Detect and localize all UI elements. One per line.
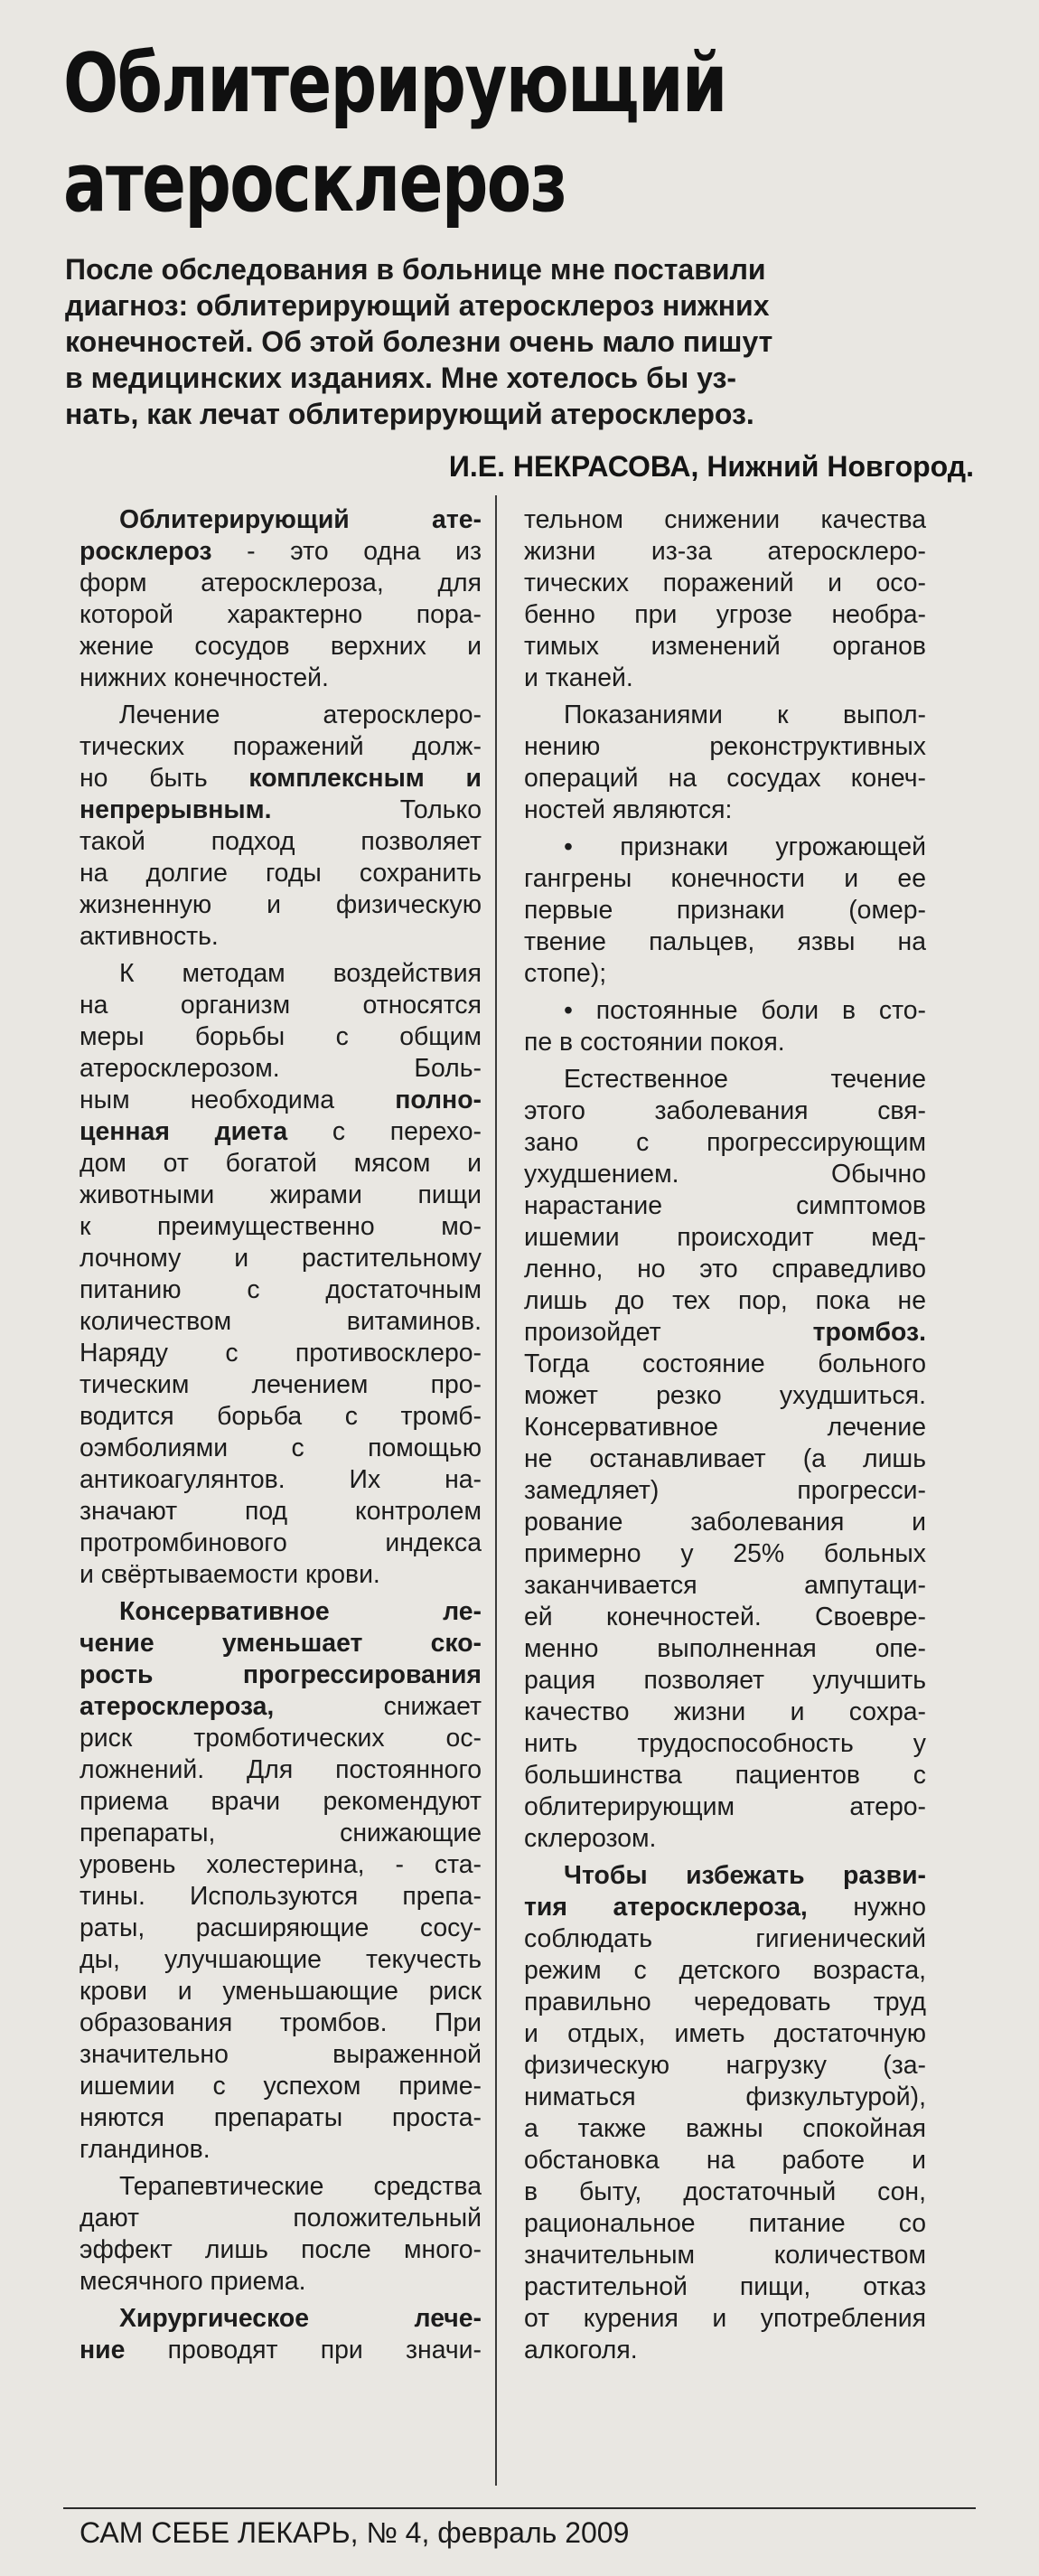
- left-column-line: меры борьбы с общим: [80, 1022, 482, 1051]
- right-column-line: Консервативное лечение: [524, 1413, 926, 1442]
- right-column-line: [524, 1860, 926, 1892]
- reader-question: [65, 251, 969, 432]
- right-column-line: ленно, но это справедливо: [524, 1255, 926, 1283]
- right-column-line: тия атеросклероза, нужно: [524, 1893, 926, 1922]
- right-column-line: в быту, достаточный сон,: [524, 2177, 926, 2206]
- left-column-line: Терапевтические средства: [119, 2172, 482, 2201]
- right-column-line: качество жизни и сохра-: [524, 1697, 926, 1726]
- left-column-line: тических поражений долж-: [80, 732, 482, 761]
- emphasis-text: росклероз: [80, 537, 212, 566]
- left-column-line: ным необходима полно-: [80, 1086, 482, 1114]
- emphasis-text: рость прогрессирования: [80, 1660, 482, 1689]
- emphasis-text: ние: [80, 2336, 126, 2364]
- left-column-line: К методам воздействия: [119, 959, 482, 988]
- left-column-line: ишемии с успехом приме-: [80, 2072, 482, 2101]
- right-column-line: нить трудоспособность у: [524, 1729, 926, 1758]
- left-column-line: дом от богатой мясом и: [80, 1149, 482, 1178]
- left-column-line: такой подход позволяет: [80, 827, 482, 856]
- lead-line: нать, как лечат облитерирующий атеросклероз.: [65, 398, 754, 430]
- emphasis-text: Консервативное ле-: [119, 1597, 482, 1626]
- right-text-column: [524, 504, 926, 2372]
- right-column-line: и отдых, иметь достаточную: [524, 2019, 926, 2048]
- left-column-line: форм атеросклероза, для: [80, 569, 482, 597]
- article-title: [63, 34, 757, 233]
- title-line-2: атеросклероз: [63, 136, 566, 230]
- right-column-line: облитерирующим атеро-: [524, 1792, 926, 1821]
- right-column-line: Естественное течение: [564, 1065, 926, 1094]
- lead-line: в медицинских изданиях. Мне хотелось бы уз-: [65, 362, 736, 394]
- left-column-line: к преимущественно мо-: [80, 1212, 482, 1241]
- left-column-line: нижних конечностей.: [80, 663, 329, 692]
- left-column-line: ценная диета с перехо-: [80, 1117, 482, 1146]
- left-column-line: гландинов.: [80, 2135, 211, 2164]
- left-column-line: дают положительный: [80, 2204, 482, 2233]
- right-column-line: не останавливает (а лишь: [524, 1444, 926, 1473]
- right-column-line: операций на сосудах конеч-: [524, 764, 926, 793]
- publication-footer: САМ СЕБЕ ЛЕКАРЬ, № 4, февраль 2009: [80, 2516, 630, 2549]
- left-column-line: антикоагулянтов. Их на-: [80, 1465, 482, 1494]
- left-column-line: лочному и растительному: [80, 1244, 482, 1273]
- left-column-line: [80, 504, 482, 536]
- left-column-line: росклероз - это одна из: [80, 537, 482, 566]
- right-column-line: и тканей.: [524, 663, 633, 692]
- title-line-1: Облитерирующий: [63, 36, 726, 131]
- right-column-line: физическую нагрузку (за-: [524, 2051, 926, 2080]
- right-column-line: нению реконструктивных: [524, 732, 926, 761]
- left-column-line: препараты, снижающие: [80, 1819, 482, 1847]
- right-column-line: • признаки угрожающей: [564, 832, 926, 861]
- right-column-line: бенно при угрозе необра-: [524, 600, 926, 629]
- left-column-line: Лечение атеросклеро-: [119, 700, 482, 729]
- left-column-line: риск тромботических ос-: [80, 1724, 482, 1753]
- left-column-line: эффект лишь после много-: [80, 2235, 482, 2264]
- right-column-line: менно выполненная опе-: [524, 1634, 926, 1663]
- right-column-line: заканчивается ампутаци-: [524, 1571, 926, 1600]
- emphasis-text: тромбоз.: [812, 1318, 926, 1347]
- left-column-line: тическим лечением про-: [80, 1370, 482, 1399]
- left-column-line: питанию с достаточным: [80, 1275, 482, 1304]
- emphasis-text: полно-: [395, 1086, 482, 1114]
- right-column-line: замедляет) прогресси-: [524, 1476, 926, 1505]
- left-column-line: значают под контролем: [80, 1497, 482, 1526]
- right-column-line: тических поражений и осо-: [524, 569, 926, 597]
- left-column-line: животными жирами пищи: [80, 1180, 482, 1209]
- footer-divider: [63, 2507, 976, 2509]
- right-column-line: тельном снижении качества: [524, 505, 926, 534]
- right-column-line: ностей являются:: [524, 795, 733, 824]
- lead-line: диагноз: облитерирующий атеросклероз нижних: [65, 289, 770, 322]
- left-column-line: жение сосудов верхних и: [80, 632, 482, 661]
- right-column-line: рациональное питание со: [524, 2209, 926, 2238]
- left-column-line: активность.: [80, 922, 219, 951]
- right-column-line: правильно чередовать труд: [524, 1988, 926, 2017]
- emphasis-text: ценная диета: [80, 1117, 288, 1146]
- left-column-line: протромбинового индекса: [80, 1528, 482, 1557]
- left-column-line: значительно выраженной: [80, 2040, 482, 2069]
- column-divider: [495, 495, 497, 2486]
- right-column-line: первые признаки (омер-: [524, 896, 926, 925]
- right-column-line: пе в состоянии покоя.: [524, 1028, 785, 1057]
- left-column-line: ды, улучшающие текучесть: [80, 1945, 482, 1974]
- left-text-column: [80, 504, 482, 2372]
- left-column-line: [80, 1596, 482, 1628]
- right-column-line: от курения и употребления: [524, 2304, 926, 2333]
- left-column-line: [80, 2303, 482, 2335]
- right-column-line: склерозом.: [524, 1824, 657, 1853]
- right-column-line: режим с детского возраста,: [524, 1956, 926, 1985]
- left-column-line: [80, 1628, 482, 1659]
- lead-line: После обследования в больнице мне поставили: [65, 253, 766, 286]
- right-column-line: ниматься физкультурой),: [524, 2082, 926, 2111]
- emphasis-text: Облитерирующий ате-: [119, 505, 482, 534]
- right-column-line: алкоголя.: [524, 2336, 638, 2364]
- right-column-line: Тогда состояние больного: [524, 1349, 926, 1378]
- paragraph-gap: [524, 2366, 926, 2372]
- right-column-line: произойдет тромбоз.: [524, 1318, 926, 1347]
- left-column-line: и свёртываемости крови.: [80, 1560, 380, 1589]
- left-column-line: няются препараты проста-: [80, 2103, 482, 2132]
- right-column-line: ей конечностей. Своевре-: [524, 1603, 926, 1631]
- left-column-line: оэмболиями с помощью: [80, 1434, 482, 1462]
- left-column-line: приема врачи рекомендуют: [80, 1787, 482, 1816]
- right-column-line: тимых изменений органов: [524, 632, 926, 661]
- right-column-line: лишь до тех пор, пока не: [524, 1286, 926, 1315]
- left-column-line: уровень холестерина, - ста-: [80, 1850, 482, 1879]
- left-column-line: которой характерно пора-: [80, 600, 482, 629]
- emphasis-text: тия атеросклероза,: [524, 1893, 808, 1922]
- left-column-line: на организм относятся: [80, 991, 482, 1020]
- right-column-line: обстановка на работе и: [524, 2146, 926, 2175]
- left-column-line: непрерывным. Только: [80, 795, 482, 824]
- emphasis-text: непрерывным.: [80, 795, 272, 824]
- left-column-line: раты, расширяющие сосу-: [80, 1913, 482, 1942]
- left-column-line: ние проводят при значи-: [80, 2336, 482, 2364]
- right-column-line: ухудшением. Обычно: [524, 1160, 926, 1189]
- left-column-line: [80, 1659, 482, 1691]
- emphasis-text: чение уменьшает ско-: [80, 1629, 482, 1658]
- right-column-line: рация позволяет улучшить: [524, 1666, 926, 1695]
- left-column-line: атеросклероза, снижает: [80, 1692, 482, 1721]
- emphasis-text: Хирургическое лече-: [119, 2304, 482, 2333]
- right-column-line: Показаниями к выпол-: [564, 700, 926, 729]
- right-column-line: значительным количеством: [524, 2241, 926, 2270]
- right-column-line: нарастание симптомов: [524, 1191, 926, 1220]
- question-author: И.Е. НЕКРАСОВА, Нижний Новгород.: [448, 450, 974, 483]
- right-column-line: зано с прогрессирующим: [524, 1128, 926, 1157]
- right-column-line: рование заболевания и: [524, 1508, 926, 1537]
- right-column-line: ишемии происходит мед-: [524, 1223, 926, 1252]
- right-column-line: стопе);: [524, 959, 607, 988]
- left-column-line: образования тромбов. При: [80, 2008, 482, 2037]
- left-column-line: крови и уменьшающие риск: [80, 1977, 482, 2006]
- emphasis-text: Чтобы избежать разви-: [564, 1861, 926, 1890]
- left-column-line: водится борьба с тромб-: [80, 1402, 482, 1431]
- left-column-line: Наряду с противосклеро-: [80, 1339, 482, 1368]
- left-column-line: тины. Используются препа-: [80, 1882, 482, 1911]
- right-column-line: соблюдать гигиенический: [524, 1924, 926, 1953]
- right-column-line: большинства пациентов с: [524, 1761, 926, 1790]
- left-column-line: ложнений. Для постоянного: [80, 1755, 482, 1784]
- right-column-line: жизни из-за атеросклеро-: [524, 537, 926, 566]
- left-column-line: жизненную и физическую: [80, 890, 482, 919]
- right-column-line: этого заболевания свя-: [524, 1096, 926, 1125]
- right-column-line: может резко ухудшиться.: [524, 1381, 926, 1410]
- right-column-line: а также важны спокойная: [524, 2114, 926, 2143]
- right-column-line: примерно у 25% больных: [524, 1539, 926, 1568]
- left-column-line: атеросклерозом. Боль-: [80, 1054, 482, 1083]
- right-column-line: • постоянные боли в сто-: [564, 996, 926, 1025]
- lead-line: конечностей. Об этой болезни очень мало пишут: [65, 325, 773, 358]
- emphasis-text: комплексным и: [248, 764, 482, 793]
- left-column-line: количеством витаминов.: [80, 1307, 482, 1336]
- emphasis-text: атеросклероза,: [80, 1692, 275, 1721]
- left-column-line: месячного приема.: [80, 2267, 306, 2296]
- paragraph-gap: [80, 2366, 482, 2372]
- right-column-line: растительной пищи, отказ: [524, 2272, 926, 2301]
- right-column-line: гангрены конечности и ее: [524, 864, 926, 893]
- left-column-line: на долгие годы сохранить: [80, 859, 482, 888]
- right-column-line: твение пальцев, язвы на: [524, 927, 926, 956]
- left-column-line: но быть комплексным и: [80, 764, 482, 793]
